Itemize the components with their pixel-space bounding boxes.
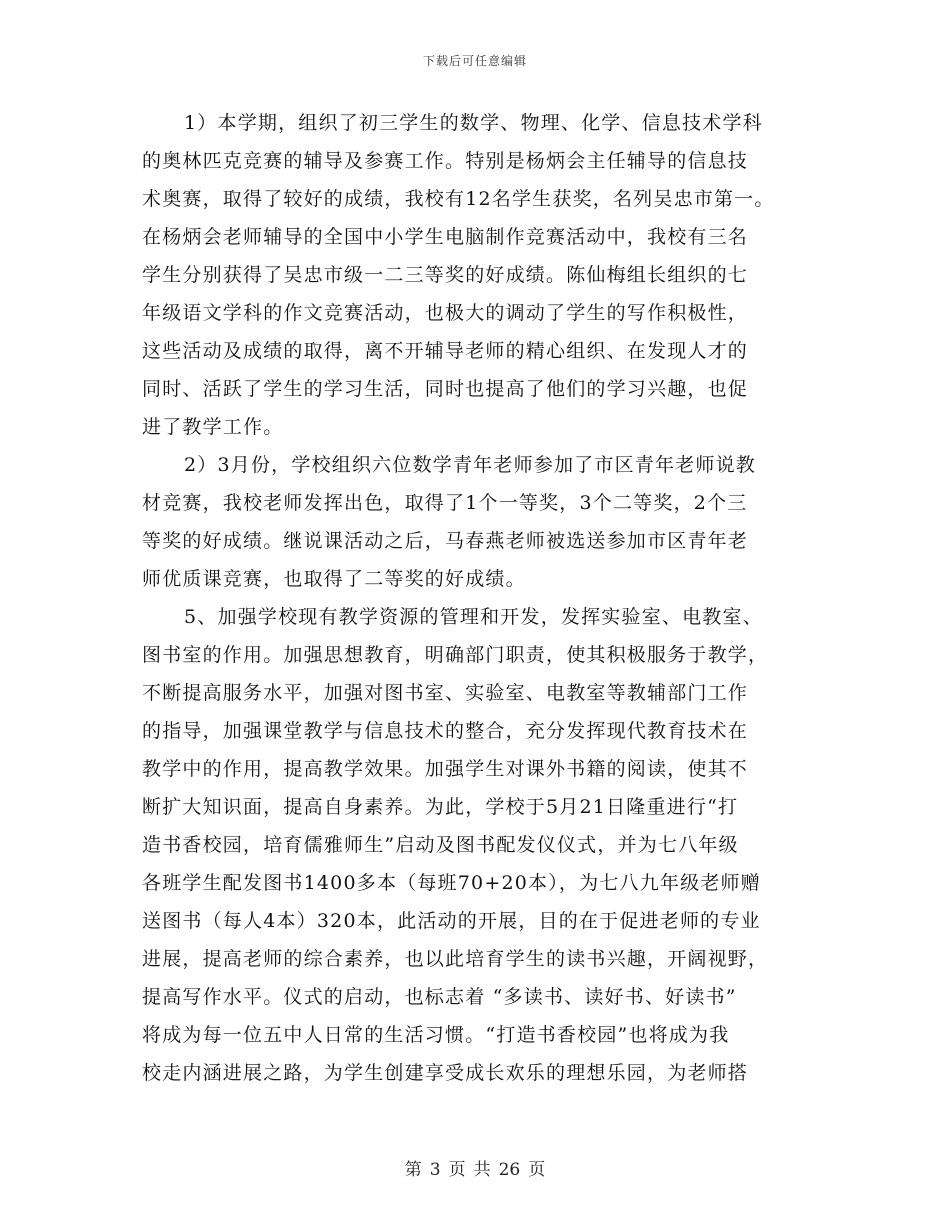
page-header: 下载后可任意编辑 (422, 54, 527, 68)
page-unit: 页 (448, 1160, 466, 1180)
text-line: 学生分别获得了吴忠市级一二三等奖的好成绩。陈仙梅组长组织的七 (142, 264, 749, 286)
page-label: 第 (404, 1160, 422, 1180)
text-line: 校走内涵进展之路，为学生创建享受成长欢乐的理想乐园，为老师搭 (142, 1062, 749, 1084)
text-line: 进展，提高老师的综合素养，也以此培育学生的读书兴趣，开阔视野， (142, 948, 769, 970)
text-line: 送图书（每人4本）320本，此活动的开展，目的在于促进老师的专业 (142, 910, 761, 932)
text-line: 术奥赛，取得了较好的成绩，我校有12名学生获奖，名列吴忠市第一。 (142, 188, 775, 210)
text-line: 进了教学工作。 (142, 416, 284, 438)
text-line: 断扩大知识面，提高自身素养。为此，学校于5月21日隆重进行“打 (142, 796, 739, 818)
text-line: 教学中的作用，提高教学效果。加强学生对课外书籍的阅读，使其不 (142, 758, 749, 780)
document-body (142, 104, 822, 1092)
total-label: 共 (473, 1160, 491, 1180)
text-line: 将成为每一位五中人日常的生活习惯。“打造书香校园”也将成为我 (142, 1024, 730, 1046)
text-line: 造书香校园，培育儒雅师生”启动及图书配发仪仪式，并为七八年级 (142, 834, 739, 856)
text-line: 各班学生配发图书1400多本（每班70+20本），为七八九年级老师赠 (142, 872, 761, 894)
text-line: 等奖的好成绩。继说课活动之后，马春燕老师被选送参加市区青年老 (142, 530, 749, 552)
total-unit: 页 (528, 1160, 546, 1180)
text-line: 师优质课竞赛，也取得了二等奖的好成绩。 (142, 568, 526, 590)
page-number: 3 (429, 1160, 441, 1180)
page-footer (0, 1155, 950, 1180)
text-line: 1）本学期，组织了初三学生的数学、物理、化学、信息技术学科 (184, 112, 763, 134)
text-line: 年级语文学科的作文竞赛活动，也极大的调动了学生的写作积极性， (142, 302, 749, 324)
text-line: 同时、活跃了学生的学习生活，同时也提高了他们的学习兴趣，也促 (142, 378, 749, 400)
text-line: 材竞赛，我校老师发挥出色，取得了1个一等奖，3个二等奖，2个三 (142, 492, 748, 514)
text-line: 提高写作水平。仪式的启动，也标志着 “多读书、读好书、好读书” (142, 986, 737, 1008)
text-line: 的奥林匹克竞赛的辅导及参赛工作。特别是杨炳会主任辅导的信息技 (142, 150, 749, 172)
text-line: 图书室的作用。加强思想教育，明确部门职责，使其积极服务于教学， (142, 644, 769, 666)
text-line: 的指导，加强课堂教学与信息技术的整合，充分发挥现代教育技术在 (142, 720, 749, 742)
text-line: 5、加强学校现有教学资源的管理和开发，发挥实验室、电教室、 (184, 606, 763, 628)
paragraph-3 (142, 598, 822, 1092)
text-line: 在杨炳会老师辅导的全国中小学生电脑制作竞赛活动中，我校有三名 (142, 226, 749, 248)
text-line: 不断提高服务水平，加强对图书室、实验室、电教室等教辅部门工作 (142, 682, 749, 704)
paragraph-1 (142, 104, 822, 446)
total-pages: 26 (498, 1160, 521, 1180)
text-line: 这些活动及成绩的取得，离不开辅导老师的精心组织、在发现人才的 (142, 340, 749, 362)
paragraph-2 (142, 446, 822, 598)
text-line: 2）3月份，学校组织六位数学青年老师参加了市区青年老师说教 (184, 454, 756, 476)
